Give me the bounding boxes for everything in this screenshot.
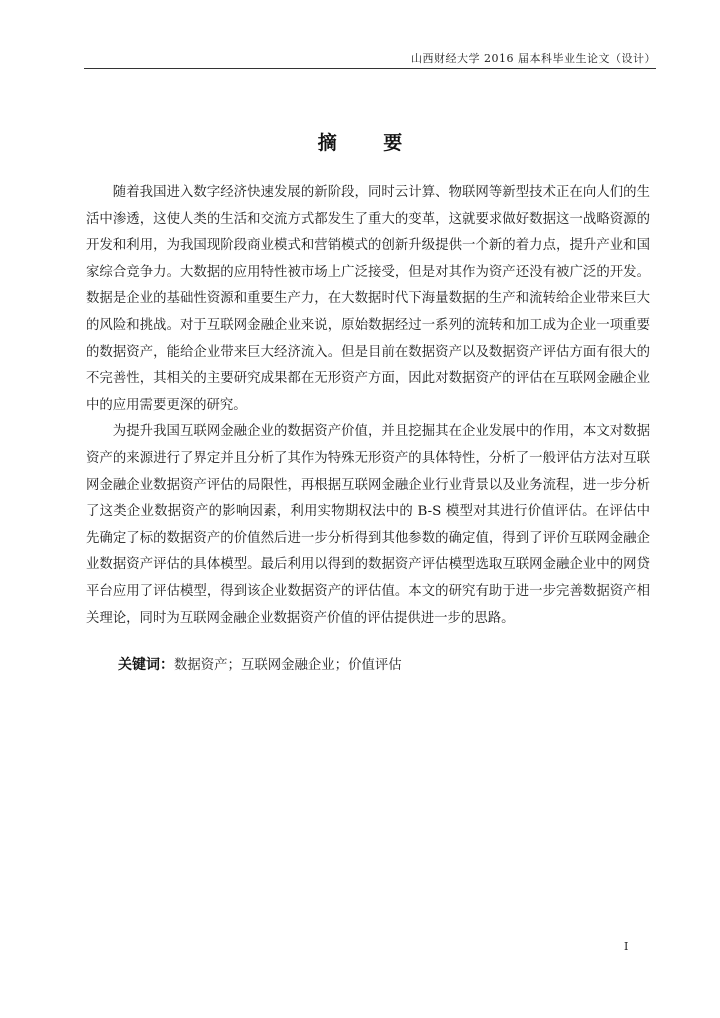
running-header: 山西财经大学 2016 届本科毕业生论文（设计） bbox=[411, 52, 656, 65]
abstract-body bbox=[86, 180, 650, 632]
header-divider bbox=[84, 68, 656, 69]
abstract-paragraph: 为提升我国互联网金融企业的数据资产价值，并且挖掘其在企业发展中的作用，本文对数据资产的来源进行了界定并且分析了其作为特殊无形资产的具体特性，分析了一般评估方法对互联网金融企业数据资产评估的局限性，再根据互联网金融企业行业背景以及业务流程，进一步分析了这类企业数据资产的影响因素，利用实物期权法中的 B-S 模型对其进行价值评估。在评估中先确定了标的数据资产的价值然后进一步分析得到其他参数的确定值，得到了评价互联网金融企业数据资产评估的具体模型。最后利用以得到的数据资产评估模型选取互联网金融企业中的网贷平台应用了评估模型，得到该企业数据资产的评估值。本文的研究有助于进一步完善数据资产相关理论，同时为互联网金融企业数据资产价值的评估提供进一步的思路。 bbox=[86, 424, 650, 626]
page-number: I bbox=[624, 940, 629, 953]
abstract-title: 摘 要 bbox=[317, 132, 423, 154]
keywords-value: 数据资产；互联网金融企业；价值评估 bbox=[174, 658, 402, 673]
keywords-line bbox=[118, 652, 402, 679]
abstract-paragraph: 随着我国进入数字经济快速发展的新阶段，同时云计算、物联网等新型技术正在向人们的生活中渗透，这使人类的生活和交流方式都发生了重大的变革，这就要求做好数据这一战略资源的开发和利用，为我国现阶段商业模式和营销模式的创新升级提供一个新的着力点，提升产业和国家综合竞争力。大数据的应用特性被市场上广泛接受，但是对其作为资产还没有被广泛的开发。数据是企业的基础性资源和重要生产力，在大数据时代下海量数据的生产和流转给企业带来巨大的风险和挑战。对于互联网金融企业来说，原始数据经过一系列的流转和加工成为企业一项重要的数据资产，能给企业带来巨大经济流入。但是目前在数据资产以及数据资产评估方面有很大的不完善性，其相关的主要研究成果都在无形资产方面，因此对数据资产的评估在互联网金融企业中的应用需要更深的研究。 bbox=[86, 185, 650, 413]
keywords-label: 关键词： bbox=[118, 657, 174, 673]
